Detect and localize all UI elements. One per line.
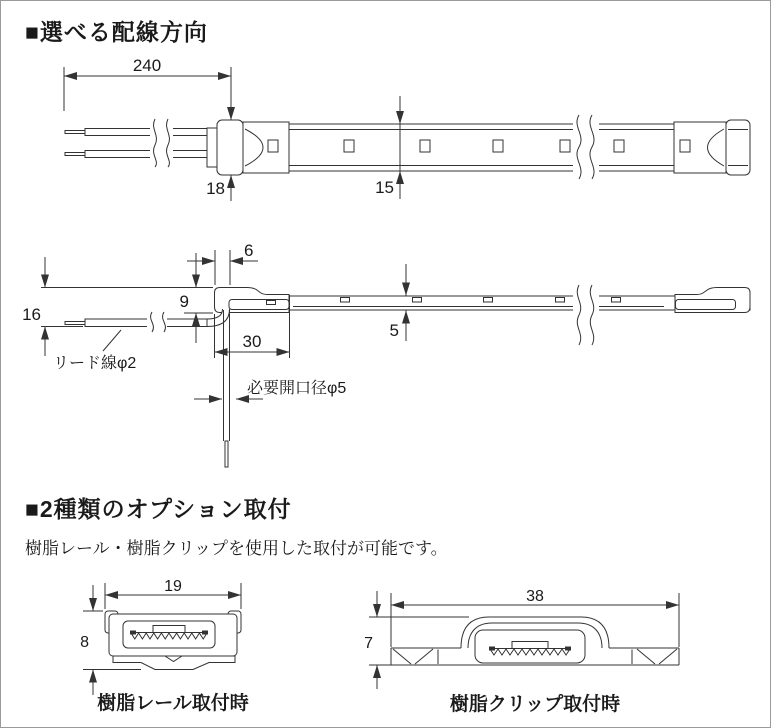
down-lead-wire: [224, 310, 230, 467]
dim-strip-thickness-label: 5: [389, 321, 399, 340]
clip-cross-section: [391, 617, 679, 665]
strip-body: [217, 124, 748, 171]
dim-rail-width-label: 19: [164, 578, 182, 595]
profile-end-cap-left: [215, 288, 290, 313]
dimension-overall-height: [22, 257, 83, 356]
clip-wing-left: [391, 648, 461, 665]
mounting-section-heading: ■2種類のオプション取付: [25, 496, 292, 522]
rail-mount-diagram: [41, 571, 281, 721]
strip-break-mark: [573, 115, 599, 179]
strip-top-view-diagram: [1, 56, 771, 221]
lead-wire-lower: [65, 151, 216, 158]
dim-end-cap-height-label: 18: [206, 179, 225, 198]
dim-clip-height-label: 7: [364, 635, 373, 652]
dim-clip-width-label: 38: [526, 588, 544, 605]
dim-rail-height-label: 8: [80, 634, 89, 651]
dim-end-height-label: 9: [179, 292, 189, 311]
lead-wire-callout: [53, 330, 136, 372]
lead-wire-upper: [65, 129, 216, 136]
required-opening-label: 必要開口径φ5: [247, 380, 347, 397]
clip-wing-right: [609, 648, 679, 665]
dimension-end-height: [41, 253, 213, 343]
strip-side-view-diagram: [1, 236, 771, 481]
rail-cross-section: [105, 611, 241, 670]
wiring-section-heading: ■選べる配線方向: [25, 19, 208, 45]
required-opening-callout: [194, 379, 346, 403]
dim-end-gap-label: 6: [244, 241, 254, 260]
clip-caption: 樹脂クリップ取付時: [449, 694, 621, 715]
mounting-description: 樹脂レール・樹脂クリップを使用した取付が可能です。: [25, 539, 448, 558]
end-cap-left: [207, 120, 289, 175]
rail-caption: 樹脂レール取付時: [97, 693, 249, 714]
wire-break-mark: [150, 119, 173, 167]
end-cap-right: [674, 120, 750, 175]
dim-strip-height-label: 15: [375, 178, 394, 197]
dim-end-length-label: 30: [242, 332, 262, 351]
dim-lead-length-label: 240: [132, 56, 162, 75]
lead-wire-callout-label: リード線φ2: [53, 355, 137, 372]
dim-overall-height-label: 16: [22, 305, 41, 324]
profile-end-cap-right: [675, 288, 750, 313]
clip-strip: [475, 630, 585, 663]
dimension-clip-height: [364, 591, 469, 689]
clip-mount-diagram: [356, 571, 726, 721]
dimension-rail-width: [105, 578, 241, 609]
dimension-lead-length: [64, 56, 231, 120]
profile-break-mark: [573, 285, 599, 345]
